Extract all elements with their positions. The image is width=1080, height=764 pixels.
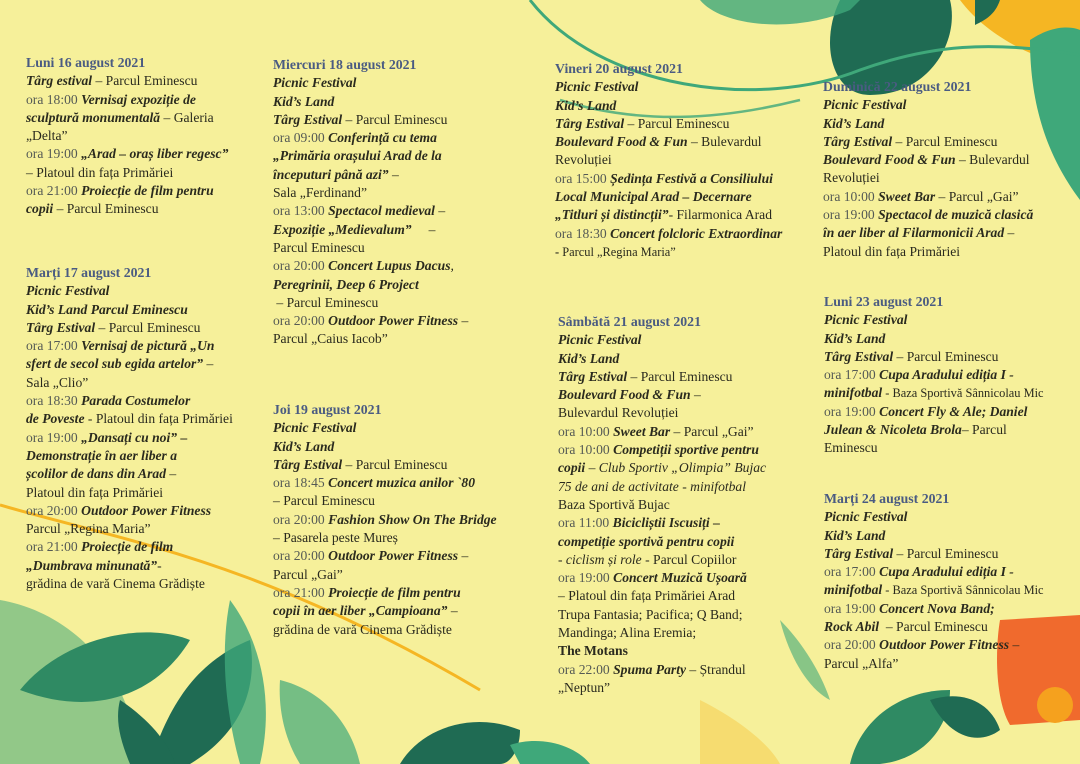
day-luni-23: Luni 23 august 2021 Picnic Festival Kid’s Land Târg Estival – Parcul Eminescu ora 17:00 Cupa Aradului ediția I - minifotbal - Baza Sportivă Sânnicolau Mic ora 19:00 Concert Fly & Ale; Daniel Julean & Nicoleta Brola– Parcul Eminescu xyxy=(824,294,1044,456)
leaf-bottom-right-3 xyxy=(780,620,830,700)
day-marti-17: Marți 17 august 2021 Picnic Festival Kid’s Land Parcul Eminescu Târg Estival – Parcul Eminescu ora 17:00 Vernisaj de pictură „Un sfert de secol sub egida artelor” – Sala „Clio” ora 18:30 Parada Costumelor de Poveste - Platoul din fața Primăriei ora 19:00 „Dansați cu noi” – Demonstrație în aer liber a școlilor de dans din Arad – Platoul din fața Primăriei ora 20:00 Outdoor Power Fitness Parcul „Regina Maria” ora 21:00 Proiecție de film „Dumbrava minunată”- grădina de vară Cinema Grădiște xyxy=(26,265,233,592)
date-heading: Miercuri 18 august 2021 xyxy=(273,57,417,72)
leaf-bottom-mid-2 xyxy=(510,741,590,764)
date-heading: Marți 24 august 2021 xyxy=(824,491,950,506)
orange-dot xyxy=(1037,687,1073,723)
leaf-bottom-left-4 xyxy=(225,600,266,764)
date-heading: Marți 17 august 2021 xyxy=(26,265,152,280)
leaf-bottom-mid-1 xyxy=(400,722,520,764)
leaf-bottom-mid-3 xyxy=(700,700,780,764)
day-duminica-22: Duminică 22 august 2021 Picnic Festival Kid’s Land Târg Estival – Parcul Eminescu Boulevard Food & Fun – Bulevardul Revoluției ora 10:00 Sweet Bar – Parcul „Gai” ora 19:00 Spectacol de muzică clasică în aer liber al Filarmonicii Arad – Platoul din fața Primăriei xyxy=(823,79,1034,259)
day-joi-19: Joi 19 august 2021 Picnic Festival Kid’s Land Târg Estival – Parcul Eminescu ora 18:45 Concert muzica anilor `80 – Parcul Eminescu ora 20:00 Fashion Show On The Bridge – Pasarela peste Mureș ora 20:00 Outdoor Power Fitness – Parcul „Gai” ora 21:00 Proiecție de film pentru copii în aer liber „Campioana” – grădina de vară Cinema Grădiște xyxy=(273,402,497,637)
date-heading: Duminică 22 august 2021 xyxy=(823,79,972,94)
date-heading: Luni 16 august 2021 xyxy=(26,55,146,70)
date-heading: Luni 23 august 2021 xyxy=(824,294,944,309)
day-sambata-21: Sâmbătă 21 august 2021 Picnic Festival Kid’s Land Târg Estival – Parcul Eminescu Boulevard Food & Fun – Bulevardul Revoluției ora 10:00 Sweet Bar – Parcul „Gai” ora 10:00 Competiții sportive pentru copii – Club Sportiv „Olimpia” Bujac 75 de ani de activitate - minifotbal Baza Sportivă Bujac ora 11:00 Bicicliștii Iscusiți – competiție sportivă pentru copii - ciclism și role - Parcul Copiilor ora 19:00 Concert Muzică Ușoară – Platoul din fața Primăriei Arad Trupa Fantasia; Pacifica; Q Band; Mandinga; Alina Eremia; The Motans ora 22:00 Spuma Party – Ștrandul „Neptun” xyxy=(558,314,767,695)
day-luni-16: Luni 16 august 2021 Târg estival – Parcul Eminescu ora 18:00 Vernisaj expoziție de sculptură monumentală – Galeria „Delta” ora 19:00 „Arad – oraș liber regesc” – Platoul din fața Primăriei ora 21:00 Proiecție de film pentru copii – Parcul Eminescu xyxy=(26,55,229,217)
day-vineri-20: Vineri 20 august 2021 Picnic Festival Kid’s Land Târg Estival – Parcul Eminescu Boulevard Food & Fun – Bulevardul Revoluției ora 15:00 Ședința Festivă a Consiliului Local Municipal Arad – Decernare „Titluri și distincții”- Filarmonica Arad ora 18:30 Concert folcloric Extraordinar - Parcul „Regina Maria” xyxy=(555,61,783,259)
day-miercuri-18: Miercuri 18 august 2021 Picnic Festival Kid’s Land Târg Estival – Parcul Eminescu ora 09:00 Conferință cu tema „Primăria orașului Arad de la începuturi până azi” – Sala „Ferdinand” ora 13:00 Spectacol medieval – Expoziție „Medievalum” – Parcul Eminescu ora 20:00 Concert Lupus Dacus, Peregrinii, Deep 6 Project – Parcul Eminescu ora 20:00 Outdoor Power Fitness – Parcul „Caius Iacob” xyxy=(273,57,469,347)
day-marti-24: Marți 24 august 2021 Picnic Festival Kid’s Land Târg Estival – Parcul Eminescu ora 17:00 Cupa Aradului ediția I - minifotbal - Baza Sportivă Sânnicolau Mic ora 19:00 Concert Nova Band; Rock Abil – Parcul Eminescu ora 20:00 Outdoor Power Fitness – Parcul „Alfa” xyxy=(824,491,1044,671)
date-heading: Joi 19 august 2021 xyxy=(273,402,382,417)
date-heading: Vineri 20 august 2021 xyxy=(555,61,683,76)
leaf-bottom-left-6 xyxy=(280,680,360,764)
date-heading: Sâmbătă 21 august 2021 xyxy=(558,314,701,329)
